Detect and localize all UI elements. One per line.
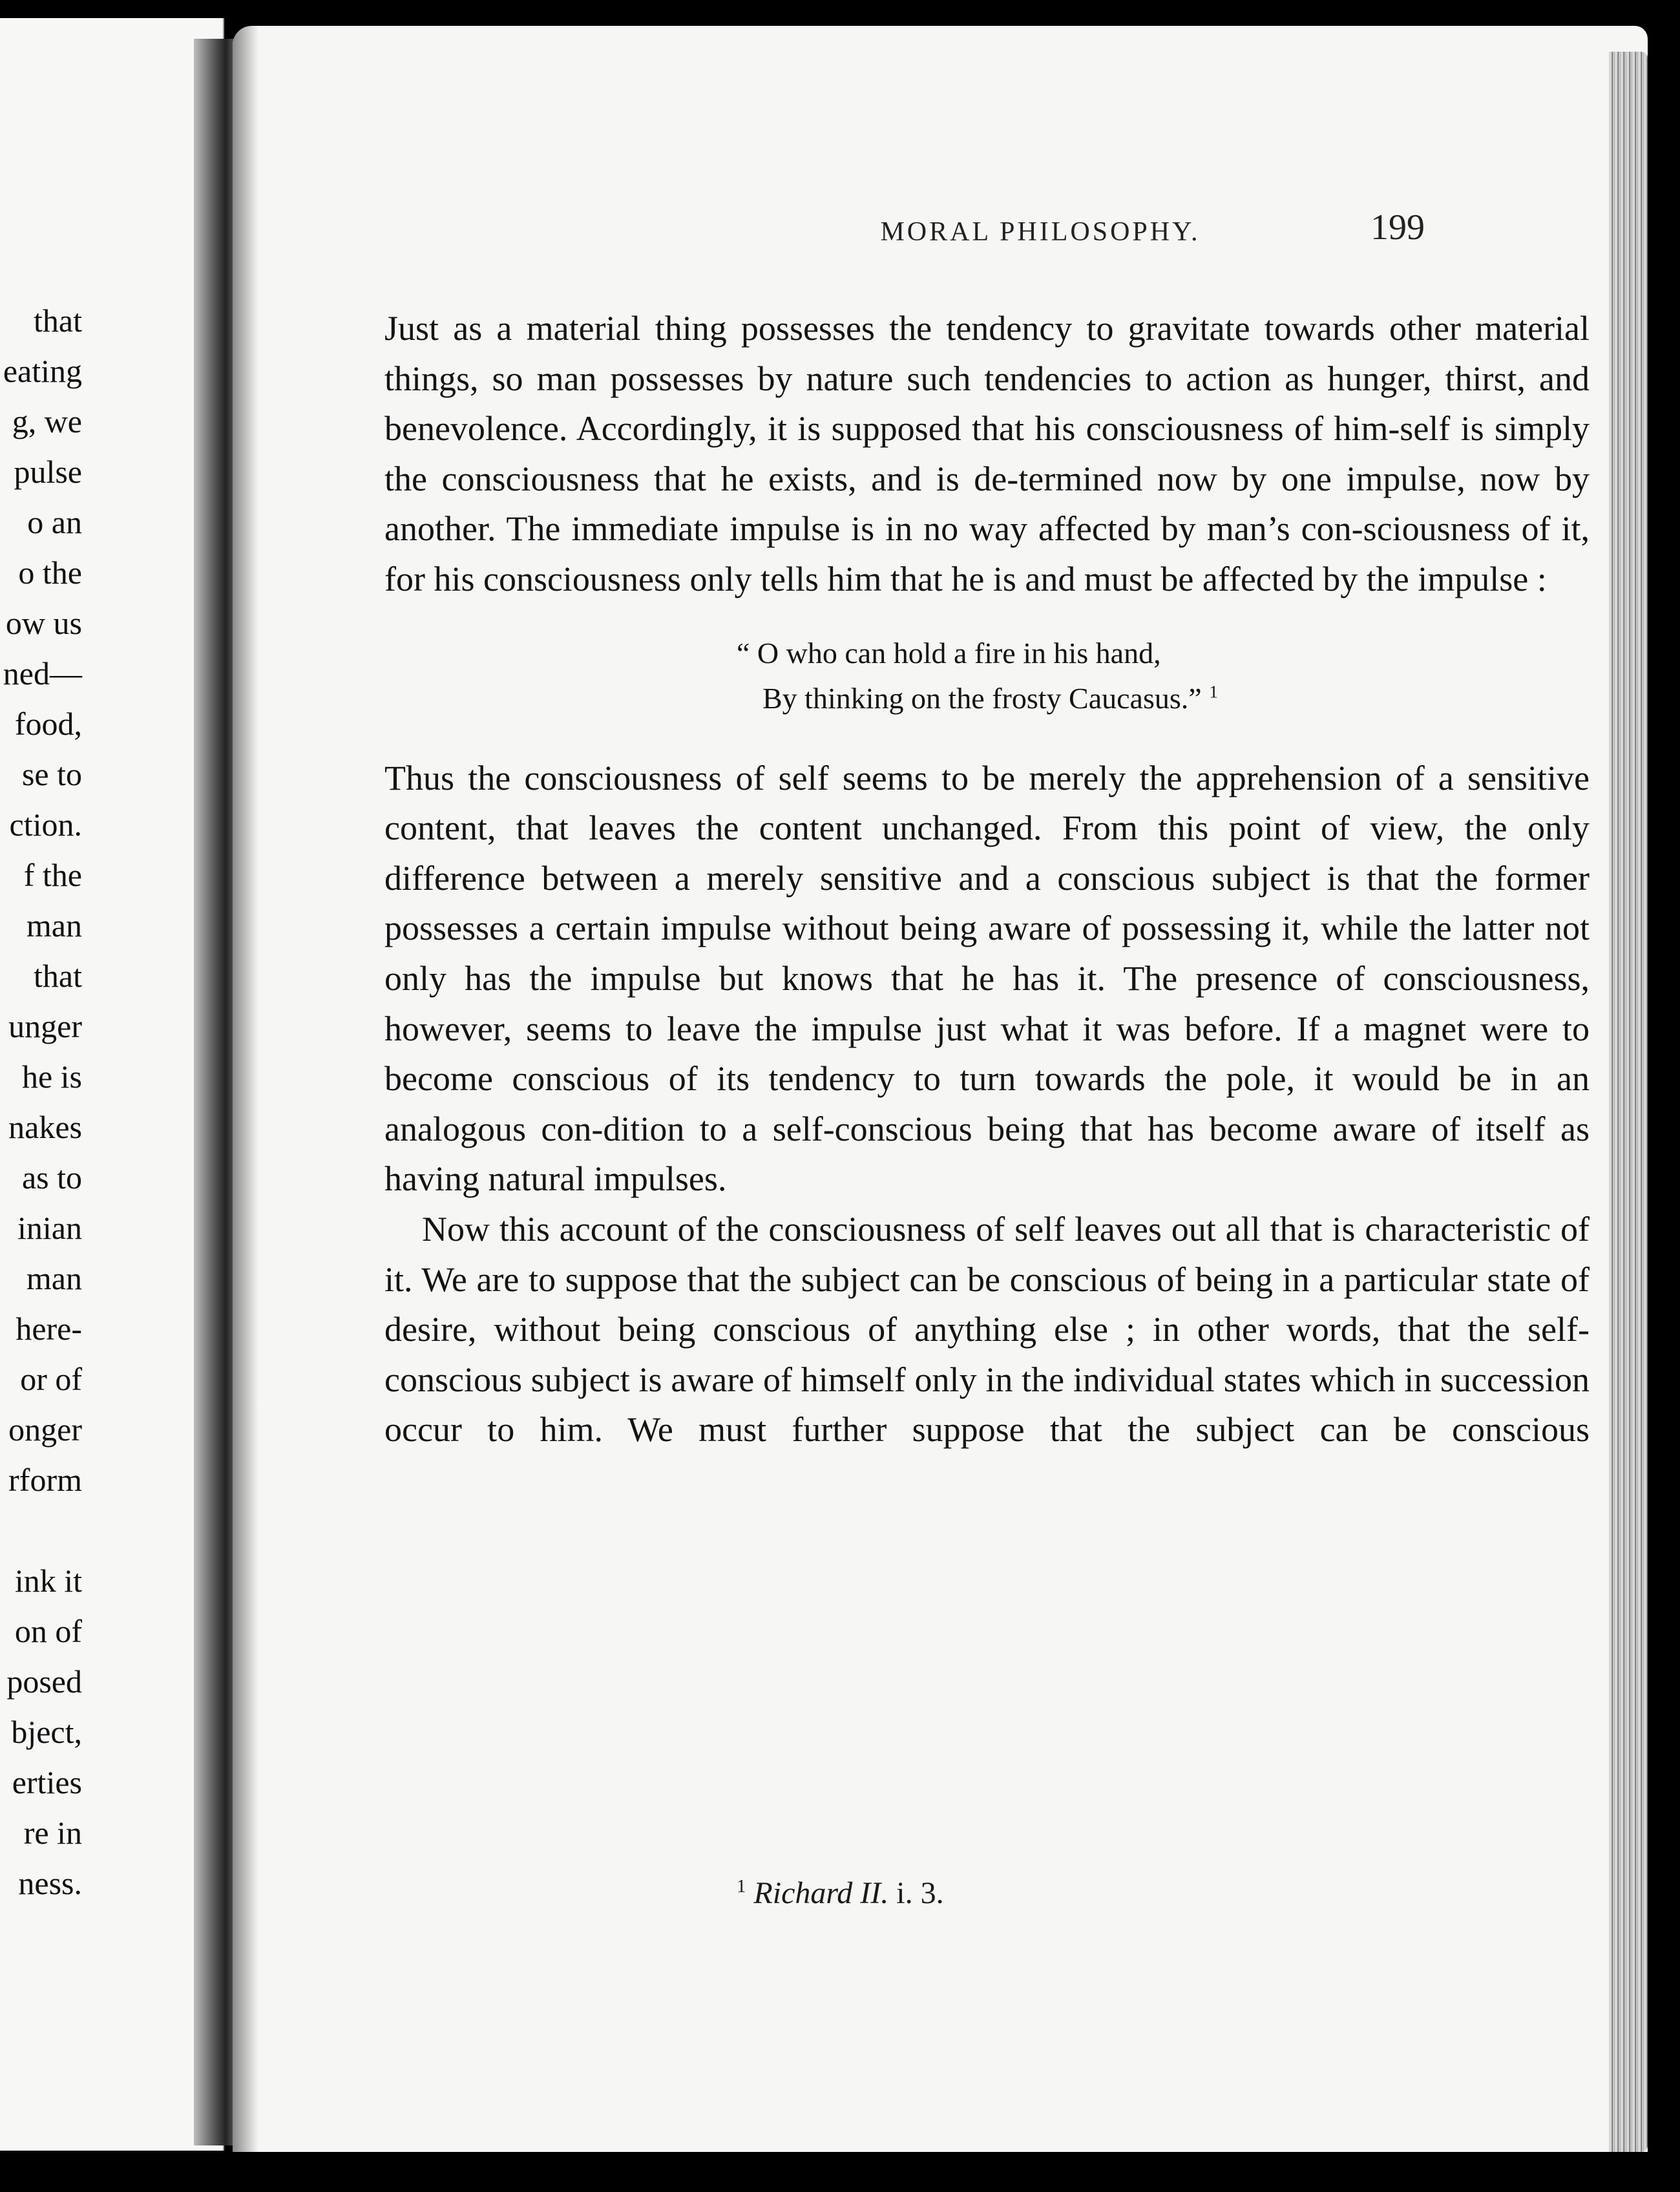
left-page-line: se to	[21, 756, 82, 792]
left-page-line: as to	[21, 1159, 82, 1196]
verse-line-2: By thinking on the frosty Caucasus.”	[762, 681, 1202, 715]
paragraph-2: Thus the consciousness of self seems to be merely the apprehension of a sensitive content, that leaves the content unchanged. From this point of view, the only difference between a merely sensitive and a conscious subject is that the former possesses a certain impulse without being aware of possessing it, while the latter not only has the impulse but knows that he has it. The presence of consciousness, however, seems to leave the impulse just what it was before. If a magnet were to become conscious of its tendency to turn towards the pole, it would be in an analogous con-dition to a self-conscious being that has become aware of itself as having natural impulses.	[384, 758, 1590, 1199]
left-page-line: food,	[14, 706, 82, 742]
left-page-line: inian	[17, 1210, 82, 1246]
page-body	[384, 304, 1590, 1455]
left-page-line: ned—	[3, 655, 82, 691]
left-page-line: man	[26, 907, 82, 943]
left-page-line: ink it	[14, 1563, 82, 1599]
left-page-line: o an	[27, 504, 82, 540]
left-page-line: f the	[23, 857, 82, 893]
footnote-reference: 1	[1209, 681, 1218, 702]
left-page-line: unger	[8, 1008, 82, 1044]
left-page-line: man	[26, 1260, 82, 1296]
left-page-line: bject,	[11, 1714, 82, 1750]
left-page-line: g, we	[12, 403, 82, 439]
verse-line-2-wrap	[737, 676, 1590, 721]
verse-line-1: “ O who can hold a fire in his hand,	[737, 636, 1161, 669]
verse-quotation	[384, 631, 1590, 721]
paragraph-3: Now this account of the consciousness of self leaves out all that is characteristic of it. We are to suppose that the subject can be conscious of being in a particular state of desire, without being conscious of anything else ; in other words, that the self-conscious subject is aware of himself only in the individual states which in succession occur to him. We must further suppose that the subject can be conscious	[384, 1209, 1590, 1449]
left-page	[0, 18, 224, 2151]
right-page	[233, 26, 1648, 2158]
left-page-line: or of	[20, 1361, 82, 1397]
scan-background	[0, 2152, 1680, 2192]
left-page-line: that	[34, 302, 82, 339]
running-head: MORAL PHILOSOPHY.	[880, 217, 1201, 247]
left-page-line: nakes	[8, 1109, 82, 1145]
page-edge-stack	[1609, 52, 1648, 2152]
left-page-line: o the	[18, 554, 82, 591]
page-inner-shadow	[233, 26, 258, 2158]
left-page-line: onger	[8, 1411, 82, 1448]
left-page-line: posed	[6, 1663, 82, 1700]
left-page-line: ness.	[18, 1865, 82, 1901]
page-number: 199	[1370, 207, 1425, 248]
footnote	[737, 1875, 944, 1911]
left-page-line: pulse	[14, 454, 82, 490]
left-page-line: on of	[14, 1613, 82, 1649]
left-page-line: ction.	[9, 806, 82, 843]
left-page-line: ow us	[5, 605, 82, 641]
left-page-line: rform	[8, 1462, 82, 1498]
left-page-line: that	[34, 958, 82, 994]
paragraph-1: Just as a material thing possesses the tendency to gravitate towards other material things, so man possesses by nature such tendencies to action as hunger, thirst, and benevolence. Accordingly, it is supposed that his consciousness of him-self is simply the consciousness that he exists, and is de-termined now by one impulse, now by another. The immediate impulse is in no way affected by man’s con-sciousness of it, for his consciousness only tells him that he is and must be affected by the impulse :	[384, 309, 1590, 598]
left-page-line: here-	[16, 1311, 82, 1347]
footnote-title: Richard II.	[753, 1876, 889, 1910]
left-page-line: he is	[21, 1059, 82, 1095]
footnote-reference-text: i. 3.	[896, 1876, 944, 1910]
left-page-line: erties	[12, 1764, 82, 1800]
left-page-line: re in	[23, 1815, 82, 1851]
footnote-marker: 1	[737, 1876, 746, 1897]
left-page-line: eating	[3, 353, 82, 389]
